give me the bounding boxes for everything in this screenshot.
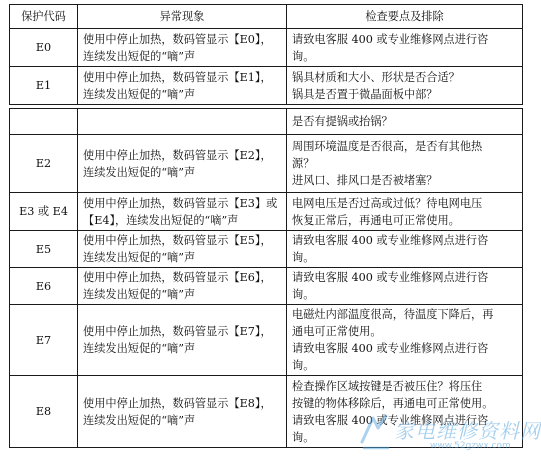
- error-code-table-bottom: [9, 108, 523, 448]
- error-code-table-top: [9, 4, 523, 105]
- symptom-line: 连续发出短促的“嘀”声: [83, 342, 196, 355]
- check-line: 是否有提锅或抬锅？: [292, 115, 393, 128]
- table-row: [10, 376, 523, 448]
- symptom-line: 连续发出短促的“嘀”声: [83, 49, 196, 63]
- check-line: 请致电客服 400 或专业维修网点进行咨: [292, 32, 489, 46]
- row-check: [287, 231, 523, 268]
- check-line: 询。: [292, 288, 315, 301]
- row-check: [287, 29, 523, 67]
- check-line: 询。: [292, 359, 315, 372]
- row-symptom: [78, 376, 287, 448]
- symptom-line: 连续发出短促的“嘀”声: [83, 251, 196, 264]
- row-code: E2: [10, 135, 78, 193]
- row-code: E3 或 E4: [10, 193, 78, 231]
- check-line: 请致电客服 400 或专业维修网点进行咨: [292, 413, 489, 427]
- check-line: 电网电压是否过高或过低？待电网电压: [292, 196, 483, 210]
- table-row: [10, 29, 523, 67]
- watermark-text: 家电维修资料网: [394, 419, 541, 443]
- table-header-row: [10, 5, 523, 29]
- check-line: 进风口、排风口是否被堵塞？: [292, 174, 438, 187]
- header-symptom: 异常现象: [78, 5, 287, 29]
- symptom-line: 使用中停止加热，数码管显示【E2】，: [83, 148, 272, 162]
- symptom-line: 连续发出短促的“嘀”声: [83, 165, 196, 179]
- row-code: E6: [10, 268, 78, 305]
- check-line: 通电可正常使用。: [292, 325, 382, 338]
- check-line: 询。: [292, 49, 315, 63]
- table-row: [10, 231, 523, 268]
- symptom-line: 使用中停止加热，数码管显示【E0】，: [83, 32, 272, 46]
- row-code: E0: [10, 29, 78, 67]
- header-code: 保护代码: [10, 5, 78, 29]
- row-symptom: [78, 268, 287, 305]
- symptom-line: 【E4】，连续发出短促的“嘀”声: [83, 213, 239, 227]
- table-row: [10, 305, 523, 376]
- check-line: 询。: [292, 430, 315, 444]
- row-check: [287, 376, 523, 448]
- symptom-line: 使用中停止加热，数码管显示【E6】，: [83, 271, 272, 284]
- row-check: [287, 67, 523, 105]
- check-line: 锅具材质和大小、形状是否合适？: [292, 70, 460, 84]
- row-symptom: [78, 193, 287, 231]
- row-symptom: [78, 67, 287, 105]
- row-check: [287, 109, 523, 135]
- check-line: 电磁灶内部温度很高，待温度下降后，再: [292, 308, 494, 321]
- symptom-line: 使用中停止加热，数码管显示【E3】或: [83, 196, 278, 210]
- check-line: 询。: [292, 251, 315, 264]
- symptom-line: 连续发出短促的“嘀”声: [83, 288, 196, 301]
- row-check: [287, 193, 523, 231]
- row-symptom: [78, 135, 287, 193]
- check-line: 请致电客服 400 或专业维修网点进行咨: [292, 271, 489, 284]
- check-line: 锅具是否置于微晶面板中部？: [292, 87, 438, 101]
- table-row: [10, 109, 523, 135]
- row-symptom: [78, 109, 287, 135]
- symptom-line: 使用中停止加热，数码管显示【E5】，: [83, 234, 272, 247]
- symptom-line: 连续发出短促的“嘀”声: [83, 413, 196, 427]
- row-code: [10, 109, 78, 135]
- table-row: [10, 135, 523, 193]
- row-code: E1: [10, 67, 78, 105]
- row-code: E5: [10, 231, 78, 268]
- row-symptom: [78, 305, 287, 376]
- check-line: 恢复正常后，再通电可正常使用。: [292, 213, 460, 227]
- check-line: 检查操作区域按键是否被压住？将压住: [292, 379, 483, 393]
- row-symptom: [78, 231, 287, 268]
- check-line: 源？: [292, 157, 315, 170]
- row-check: [287, 135, 523, 193]
- check-line: 周围环境温度是否很高，是否有其他热: [292, 140, 483, 153]
- symptom-line: 使用中停止加热，数码管显示【E8】，: [83, 396, 272, 410]
- row-code: E8: [10, 376, 78, 448]
- header-check: 检查要点及排除: [287, 5, 523, 29]
- row-code: E7: [10, 305, 78, 376]
- check-line: 请致电客服 400 或专业维修网点进行咨: [292, 234, 489, 247]
- table-row: [10, 268, 523, 305]
- row-symptom: [78, 29, 287, 67]
- table-row: [10, 193, 523, 231]
- symptom-line: 使用中停止加热，数码管显示【E1】，: [83, 70, 272, 84]
- table-row: [10, 67, 523, 105]
- row-check: [287, 268, 523, 305]
- check-line: 请致电客服 400 或专业维修网点进行咨: [292, 342, 489, 355]
- check-line: 按键的物体移除后，再通电可正常使用。: [292, 396, 494, 410]
- symptom-line: 连续发出短促的“嘀”声: [83, 87, 196, 101]
- row-check: [287, 305, 523, 376]
- symptom-line: 使用中停止加热，数码管显示【E7】，: [83, 325, 272, 338]
- watermark-url: www.52gzwx.com: [430, 441, 511, 451]
